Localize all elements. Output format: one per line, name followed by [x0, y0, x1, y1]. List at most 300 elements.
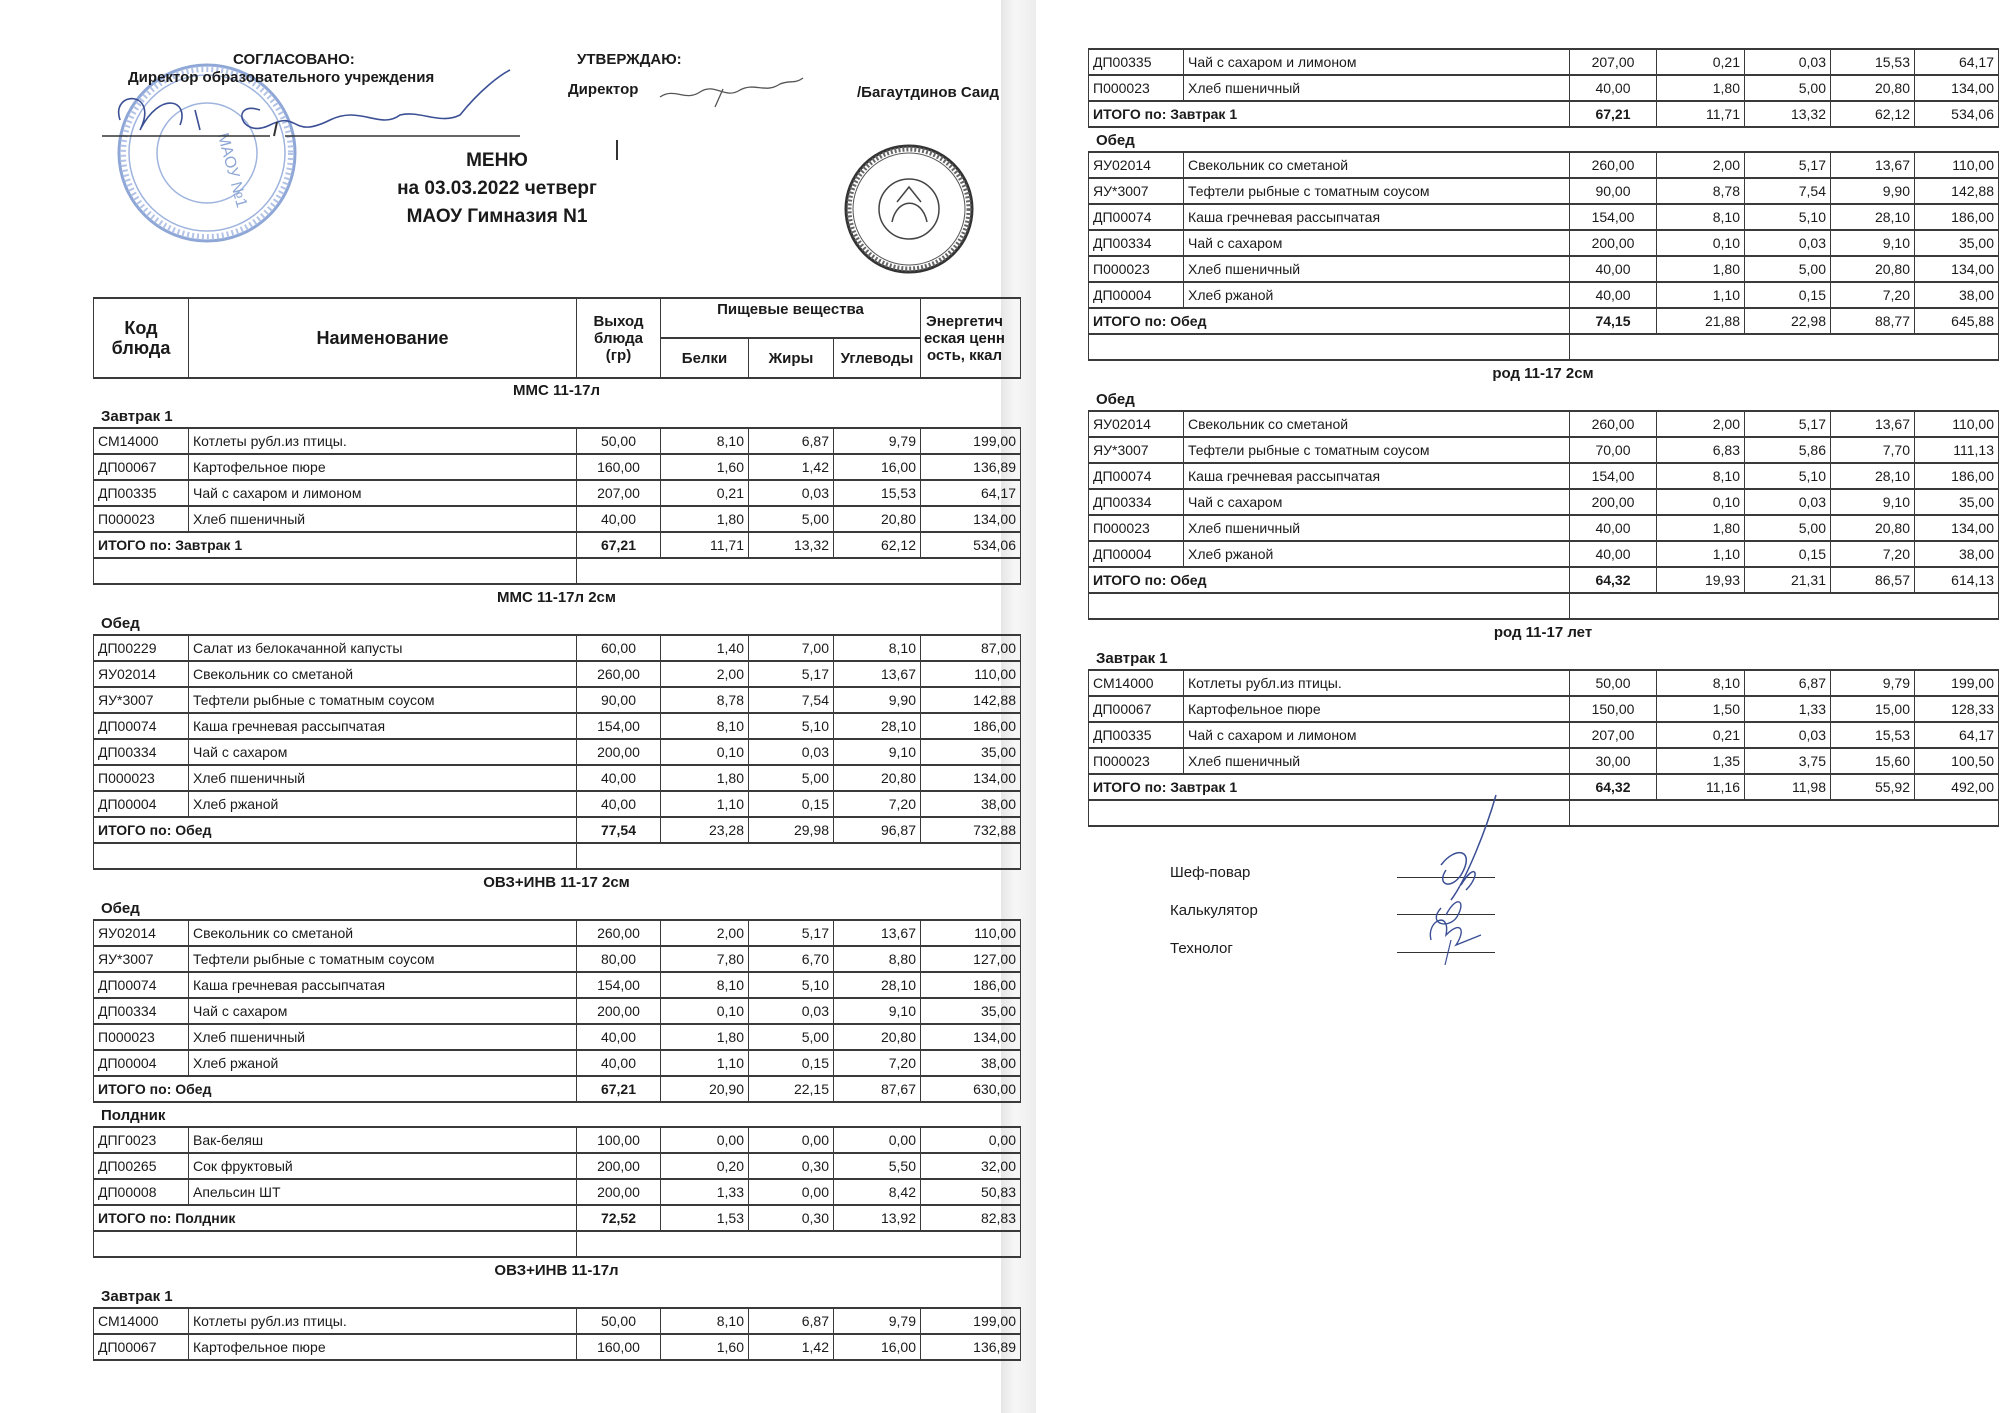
table-row — [94, 1179, 1021, 1205]
dish-code: СМ14000 — [94, 1308, 189, 1334]
dish-output: 200,00 — [577, 998, 661, 1024]
dish-code: П000023 — [1089, 515, 1184, 541]
total-label: ИТОГО по: Завтрак 1 — [1089, 101, 1570, 127]
dish-output: 40,00 — [577, 1024, 661, 1050]
dish-output: 40,00 — [1570, 515, 1657, 541]
dish-carbs: 16,00 — [834, 454, 921, 480]
dish-kcal: 134,00 — [921, 506, 1021, 532]
total-kcal: 492,00 — [1915, 774, 1999, 800]
dish-protein: 1,80 — [661, 506, 749, 532]
dish-output: 80,00 — [577, 946, 661, 972]
dish-protein: 1,80 — [1657, 75, 1745, 101]
dish-name: Котлеты рубл.из птицы. — [1184, 670, 1570, 696]
total-protein: 21,88 — [1657, 308, 1745, 334]
dish-fat: 5,17 — [749, 920, 834, 946]
technologist-label: Технолог — [1170, 940, 1233, 957]
total-row — [94, 1205, 1021, 1231]
dish-kcal: 35,00 — [921, 739, 1021, 765]
dish-kcal: 136,89 — [921, 1334, 1021, 1360]
total-fat: 22,98 — [1745, 308, 1831, 334]
total-output: 64,32 — [1570, 567, 1657, 593]
dish-name: Хлеб пшеничный — [189, 506, 577, 532]
dish-kcal: 199,00 — [921, 1308, 1021, 1334]
staff-signatures — [1406, 790, 1516, 970]
total-carbs: 62,12 — [1831, 101, 1915, 127]
dish-code: П000023 — [94, 765, 189, 791]
dish-code: ДП00334 — [94, 739, 189, 765]
dish-code: ДП00004 — [94, 791, 189, 817]
dish-protein: 8,10 — [1657, 204, 1745, 230]
dish-protein: 8,10 — [661, 428, 749, 454]
dish-name: Картофельное пюре — [189, 1334, 577, 1360]
total-carbs: 87,67 — [834, 1076, 921, 1102]
table-row — [94, 480, 1021, 506]
dish-fat: 5,86 — [1745, 437, 1831, 463]
total-row — [94, 817, 1021, 843]
dish-name: Каша гречневая рассыпчатая — [1184, 204, 1570, 230]
col-fat: Жиры — [749, 338, 834, 378]
total-kcal: 534,06 — [921, 532, 1021, 558]
dish-protein: 7,80 — [661, 946, 749, 972]
dish-code: ЯУ02014 — [1089, 411, 1184, 437]
section-title: ОВЗ+ИНВ 11-17л — [494, 1262, 619, 1279]
dish-output: 200,00 — [577, 1153, 661, 1179]
dish-output: 100,00 — [577, 1127, 661, 1153]
dish-carbs: 9,10 — [834, 739, 921, 765]
total-fat: 29,98 — [749, 817, 834, 843]
dish-code: ДП00004 — [1089, 541, 1184, 567]
dish-code: ДП00074 — [94, 713, 189, 739]
dish-carbs: 20,80 — [834, 1024, 921, 1050]
chef-label: Шеф-повар — [1170, 864, 1251, 881]
dish-protein: 2,00 — [1657, 411, 1745, 437]
dish-output: 60,00 — [577, 635, 661, 661]
table-row — [1089, 411, 1999, 437]
dish-fat: 0,30 — [749, 1153, 834, 1179]
dish-output: 260,00 — [1570, 152, 1657, 178]
meal-table — [93, 427, 1021, 585]
dish-kcal: 50,83 — [921, 1179, 1021, 1205]
total-protein: 1,53 — [661, 1205, 749, 1231]
table-row — [1089, 152, 1999, 178]
dish-output: 207,00 — [577, 480, 661, 506]
dish-carbs: 20,80 — [834, 765, 921, 791]
dish-protein: 8,10 — [661, 713, 749, 739]
total-output: 67,21 — [577, 1076, 661, 1102]
director-signature — [655, 72, 805, 112]
dish-name: Чай с сахаром — [1184, 489, 1570, 515]
official-seal — [842, 142, 976, 276]
confirm-label: УТВЕРЖДАЮ: — [577, 51, 682, 68]
dish-protein: 0,10 — [661, 998, 749, 1024]
dish-carbs: 9,79 — [1831, 670, 1915, 696]
dish-carbs: 15,53 — [1831, 722, 1915, 748]
table-row — [1089, 541, 1999, 567]
dish-carbs: 13,67 — [1831, 152, 1915, 178]
dish-fat: 6,87 — [749, 428, 834, 454]
dish-code: СМ14000 — [94, 428, 189, 454]
dish-fat: 0,03 — [1745, 230, 1831, 256]
dish-protein: 8,78 — [661, 687, 749, 713]
dish-protein: 0,10 — [1657, 489, 1745, 515]
dish-fat: 5,00 — [749, 506, 834, 532]
meal-label: Обед — [1096, 391, 1135, 408]
dish-fat: 5,17 — [749, 661, 834, 687]
dish-kcal: 38,00 — [1915, 541, 1999, 567]
dish-fat: 1,33 — [1745, 696, 1831, 722]
total-label: ИТОГО по: Обед — [94, 1076, 577, 1102]
dish-fat: 7,54 — [749, 687, 834, 713]
dish-kcal: 110,00 — [921, 661, 1021, 687]
dish-code: П000023 — [1089, 748, 1184, 774]
section-title: ОВЗ+ИНВ 11-17 2см — [483, 874, 630, 891]
dish-name: Тефтели рыбные с томатным соусом — [1184, 437, 1570, 463]
dish-fat: 3,75 — [1745, 748, 1831, 774]
dish-name: Каша гречневая рассыпчатая — [189, 972, 577, 998]
dish-protein: 0,21 — [661, 480, 749, 506]
dish-code: ДП00074 — [1089, 204, 1184, 230]
dish-kcal: 0,00 — [921, 1127, 1021, 1153]
dish-carbs: 15,60 — [1831, 748, 1915, 774]
total-protein: 11,71 — [1657, 101, 1745, 127]
dish-kcal: 32,00 — [921, 1153, 1021, 1179]
dish-code: ЯУ*3007 — [94, 946, 189, 972]
svg-text:МАОУ №1: МАОУ №1 — [213, 131, 250, 210]
dish-name: Чай с сахаром — [189, 739, 577, 765]
dish-code: ДП00067 — [1089, 696, 1184, 722]
total-kcal: 82,83 — [921, 1205, 1021, 1231]
dish-fat: 5,10 — [1745, 204, 1831, 230]
dish-fat: 0,00 — [749, 1127, 834, 1153]
dish-output: 150,00 — [1570, 696, 1657, 722]
dish-name: Чай с сахаром — [1184, 230, 1570, 256]
dish-code: ДП00008 — [94, 1179, 189, 1205]
dish-protein: 1,60 — [661, 1334, 749, 1360]
dish-code: П000023 — [94, 506, 189, 532]
dish-output: 260,00 — [1570, 411, 1657, 437]
dish-protein: 1,35 — [1657, 748, 1745, 774]
dish-carbs: 28,10 — [834, 972, 921, 998]
table-row — [1089, 722, 1999, 748]
table-row — [94, 687, 1021, 713]
dish-name: Хлеб ржаной — [1184, 282, 1570, 308]
approval-signature — [100, 70, 540, 150]
dish-name: Апельсин ШТ — [189, 1179, 577, 1205]
dish-kcal: 199,00 — [921, 428, 1021, 454]
dish-output: 154,00 — [1570, 463, 1657, 489]
dish-protein: 2,00 — [661, 920, 749, 946]
dish-name: Хлеб пшеничный — [1184, 75, 1570, 101]
dish-fat: 0,15 — [1745, 282, 1831, 308]
dish-output: 40,00 — [577, 765, 661, 791]
table-row — [94, 739, 1021, 765]
menu-table-header — [93, 297, 1021, 379]
col-nutrients: Пищевые вещества — [661, 298, 921, 338]
dish-kcal: 127,00 — [921, 946, 1021, 972]
dish-name: Хлеб пшеничный — [189, 1024, 577, 1050]
dish-kcal: 111,13 — [1915, 437, 1999, 463]
dish-carbs: 8,80 — [834, 946, 921, 972]
total-carbs: 62,12 — [834, 532, 921, 558]
dish-kcal: 134,00 — [1915, 75, 1999, 101]
total-label: ИТОГО по: Полдник — [94, 1205, 577, 1231]
dish-fat: 6,87 — [1745, 670, 1831, 696]
table-row — [1089, 515, 1999, 541]
dish-kcal: 186,00 — [921, 713, 1021, 739]
dish-code: П000023 — [1089, 256, 1184, 282]
dish-name: Тефтели рыбные с томатным соусом — [189, 946, 577, 972]
blank-row — [1089, 334, 1999, 360]
dish-output: 200,00 — [577, 1179, 661, 1205]
total-output: 77,54 — [577, 817, 661, 843]
meal-label: Полдник — [101, 1107, 166, 1124]
table-row — [94, 1050, 1021, 1076]
dish-name: Сок фруктовый — [189, 1153, 577, 1179]
dish-protein: 1,80 — [1657, 256, 1745, 282]
dish-output: 40,00 — [1570, 282, 1657, 308]
meal-table — [93, 1307, 1021, 1361]
total-kcal: 645,88 — [1915, 308, 1999, 334]
dish-protein: 1,50 — [1657, 696, 1745, 722]
total-carbs: 86,57 — [1831, 567, 1915, 593]
dish-code: ЯУ02014 — [94, 920, 189, 946]
table-row — [1089, 696, 1999, 722]
total-output: 74,15 — [1570, 308, 1657, 334]
dish-code: ЯУ*3007 — [94, 687, 189, 713]
dish-name: Чай с сахаром и лимоном — [1184, 49, 1570, 75]
dish-name: Каша гречневая рассыпчатая — [189, 713, 577, 739]
dish-protein: 1,80 — [661, 1024, 749, 1050]
dish-fat: 7,00 — [749, 635, 834, 661]
dish-carbs: 7,20 — [834, 1050, 921, 1076]
dish-protein: 2,00 — [1657, 152, 1745, 178]
dish-carbs: 13,67 — [1831, 411, 1915, 437]
dish-carbs: 8,10 — [834, 635, 921, 661]
meal-table — [93, 1126, 1021, 1258]
dish-output: 50,00 — [1570, 670, 1657, 696]
dish-code: ДП00229 — [94, 635, 189, 661]
dish-fat: 5,10 — [1745, 463, 1831, 489]
dish-output: 40,00 — [577, 1050, 661, 1076]
total-label: ИТОГО по: Завтрак 1 — [1089, 774, 1570, 800]
dish-carbs: 13,67 — [834, 661, 921, 687]
dish-output: 154,00 — [1570, 204, 1657, 230]
total-label: ИТОГО по: Обед — [1089, 308, 1570, 334]
dish-code: ДП00334 — [94, 998, 189, 1024]
dish-kcal: 64,17 — [1915, 49, 1999, 75]
total-fat: 13,32 — [1745, 101, 1831, 127]
col-code: Код блюда — [94, 298, 189, 378]
dish-name: Вак-беляш — [189, 1127, 577, 1153]
approved-by: Директор образовательного учреждения — [128, 69, 435, 86]
dish-fat: 5,00 — [1745, 256, 1831, 282]
dish-protein: 6,83 — [1657, 437, 1745, 463]
dish-code: ДП00335 — [1089, 49, 1184, 75]
dish-kcal: 100,50 — [1915, 748, 1999, 774]
meal-label: Обед — [1096, 132, 1135, 149]
dish-output: 50,00 — [577, 428, 661, 454]
right-menu-body — [1088, 48, 1998, 827]
blank-row — [1089, 800, 1999, 826]
dish-carbs: 15,53 — [834, 480, 921, 506]
dish-code: ДП00067 — [94, 1334, 189, 1360]
dish-fat: 5,10 — [749, 713, 834, 739]
dish-name: Салат из белокачанной капусты — [189, 635, 577, 661]
dish-output: 50,00 — [577, 1308, 661, 1334]
dish-protein: 1,10 — [661, 791, 749, 817]
dish-carbs: 9,90 — [834, 687, 921, 713]
dish-kcal: 87,00 — [921, 635, 1021, 661]
col-protein: Белки — [661, 338, 749, 378]
dish-name: Хлеб пшеничный — [189, 765, 577, 791]
dish-name: Хлеб пшеничный — [1184, 748, 1570, 774]
dish-output: 40,00 — [1570, 541, 1657, 567]
col-name: Наименование — [189, 298, 577, 378]
dish-output: 30,00 — [1570, 748, 1657, 774]
total-label: ИТОГО по: Завтрак 1 — [94, 532, 577, 558]
table-row — [1089, 49, 1999, 75]
dish-output: 154,00 — [577, 713, 661, 739]
dish-protein: 1,40 — [661, 635, 749, 661]
dish-protein: 8,78 — [1657, 178, 1745, 204]
dish-kcal: 38,00 — [921, 1050, 1021, 1076]
col-carbs: Углеводы — [834, 338, 921, 378]
dish-name: Свекольник со сметаной — [189, 920, 577, 946]
dish-carbs: 5,50 — [834, 1153, 921, 1179]
table-row — [1089, 282, 1999, 308]
blank-row — [94, 558, 1021, 584]
total-label: ИТОГО по: Обед — [1089, 567, 1570, 593]
dish-name: Свекольник со сметаной — [1184, 152, 1570, 178]
dish-output: 200,00 — [577, 739, 661, 765]
dish-protein: 0,20 — [661, 1153, 749, 1179]
dish-code: ЯУ02014 — [1089, 152, 1184, 178]
dish-carbs: 9,10 — [1831, 489, 1915, 515]
dish-code: ДП00334 — [1089, 230, 1184, 256]
dish-protein: 1,10 — [1657, 282, 1745, 308]
dish-code: ДП00074 — [94, 972, 189, 998]
dish-name: Свекольник со сметаной — [189, 661, 577, 687]
dish-name: Тефтели рыбные с томатным соусом — [189, 687, 577, 713]
blank-row — [94, 843, 1021, 869]
dish-protein: 1,80 — [1657, 515, 1745, 541]
dish-code: ЯУ*3007 — [1089, 178, 1184, 204]
table-row — [94, 428, 1021, 454]
total-carbs: 88,77 — [1831, 308, 1915, 334]
dish-output: 200,00 — [1570, 230, 1657, 256]
dish-kcal: 110,00 — [921, 920, 1021, 946]
dish-fat: 0,15 — [749, 1050, 834, 1076]
dish-fat: 0,03 — [749, 739, 834, 765]
table-row — [94, 1334, 1021, 1360]
dish-protein: 8,10 — [1657, 463, 1745, 489]
dish-carbs: 28,10 — [834, 713, 921, 739]
dish-fat: 5,00 — [1745, 515, 1831, 541]
col-out: Выход блюда (гр) — [577, 298, 661, 378]
blank-row — [94, 1231, 1021, 1257]
dish-carbs: 0,00 — [834, 1127, 921, 1153]
table-row — [94, 1308, 1021, 1334]
total-carbs: 55,92 — [1831, 774, 1915, 800]
dish-carbs: 7,20 — [834, 791, 921, 817]
dish-kcal: 134,00 — [1915, 256, 1999, 282]
dish-kcal: 186,00 — [921, 972, 1021, 998]
dish-carbs: 9,79 — [834, 428, 921, 454]
table-row — [94, 713, 1021, 739]
table-row — [1089, 178, 1999, 204]
dish-carbs: 15,53 — [1831, 49, 1915, 75]
dish-code: СМ14000 — [1089, 670, 1184, 696]
dish-output: 40,00 — [1570, 75, 1657, 101]
dish-kcal: 142,88 — [1915, 178, 1999, 204]
dish-protein: 0,00 — [661, 1127, 749, 1153]
dish-kcal: 186,00 — [1915, 204, 1999, 230]
dish-output: 40,00 — [1570, 256, 1657, 282]
dish-fat: 5,00 — [749, 1024, 834, 1050]
dish-fat: 0,03 — [1745, 49, 1831, 75]
table-row — [94, 1024, 1021, 1050]
table-row — [94, 1153, 1021, 1179]
total-kcal: 732,88 — [921, 817, 1021, 843]
total-row — [94, 532, 1021, 558]
section-title: ММС 11-17л — [512, 382, 601, 399]
dish-carbs: 28,10 — [1831, 463, 1915, 489]
dish-output: 90,00 — [1570, 178, 1657, 204]
dish-protein: 0,10 — [1657, 230, 1745, 256]
dish-carbs: 9,10 — [834, 998, 921, 1024]
dish-protein: 1,33 — [661, 1179, 749, 1205]
dish-kcal: 136,89 — [921, 454, 1021, 480]
dish-kcal: 134,00 — [921, 1024, 1021, 1050]
dish-carbs: 9,79 — [834, 1308, 921, 1334]
total-row — [94, 1076, 1021, 1102]
dish-name: Чай с сахаром и лимоном — [189, 480, 577, 506]
dish-output: 207,00 — [1570, 722, 1657, 748]
meal-table — [1088, 151, 1999, 361]
meal-table — [93, 919, 1021, 1103]
dish-fat: 0,03 — [1745, 489, 1831, 515]
total-output: 67,21 — [1570, 101, 1657, 127]
dish-protein: 8,10 — [661, 972, 749, 998]
dish-kcal: 134,00 — [921, 765, 1021, 791]
dish-protein: 0,21 — [1657, 722, 1745, 748]
dish-carbs: 20,80 — [1831, 75, 1915, 101]
dish-output: 40,00 — [577, 791, 661, 817]
table-row — [94, 920, 1021, 946]
total-protein: 20,90 — [661, 1076, 749, 1102]
menu-date: на 03.03.2022 четверг — [397, 178, 597, 199]
dish-output: 260,00 — [577, 920, 661, 946]
dish-fat: 5,00 — [749, 765, 834, 791]
table-row — [94, 506, 1021, 532]
school-name: МАОУ Гимназия N1 — [406, 206, 588, 227]
dish-fat: 0,03 — [1745, 722, 1831, 748]
total-protein: 23,28 — [661, 817, 749, 843]
dish-fat: 0,03 — [749, 480, 834, 506]
dish-kcal: 110,00 — [1915, 411, 1999, 437]
dish-kcal: 128,33 — [1915, 696, 1999, 722]
total-row — [1089, 567, 1999, 593]
dish-kcal: 35,00 — [1915, 230, 1999, 256]
dish-kcal: 142,88 — [921, 687, 1021, 713]
dish-kcal: 35,00 — [1915, 489, 1999, 515]
table-row — [94, 998, 1021, 1024]
total-carbs: 13,92 — [834, 1205, 921, 1231]
dish-code: ЯУ02014 — [94, 661, 189, 687]
table-row — [94, 635, 1021, 661]
dish-name: Тефтели рыбные с томатным соусом — [1184, 178, 1570, 204]
dish-kcal: 64,17 — [1915, 722, 1999, 748]
